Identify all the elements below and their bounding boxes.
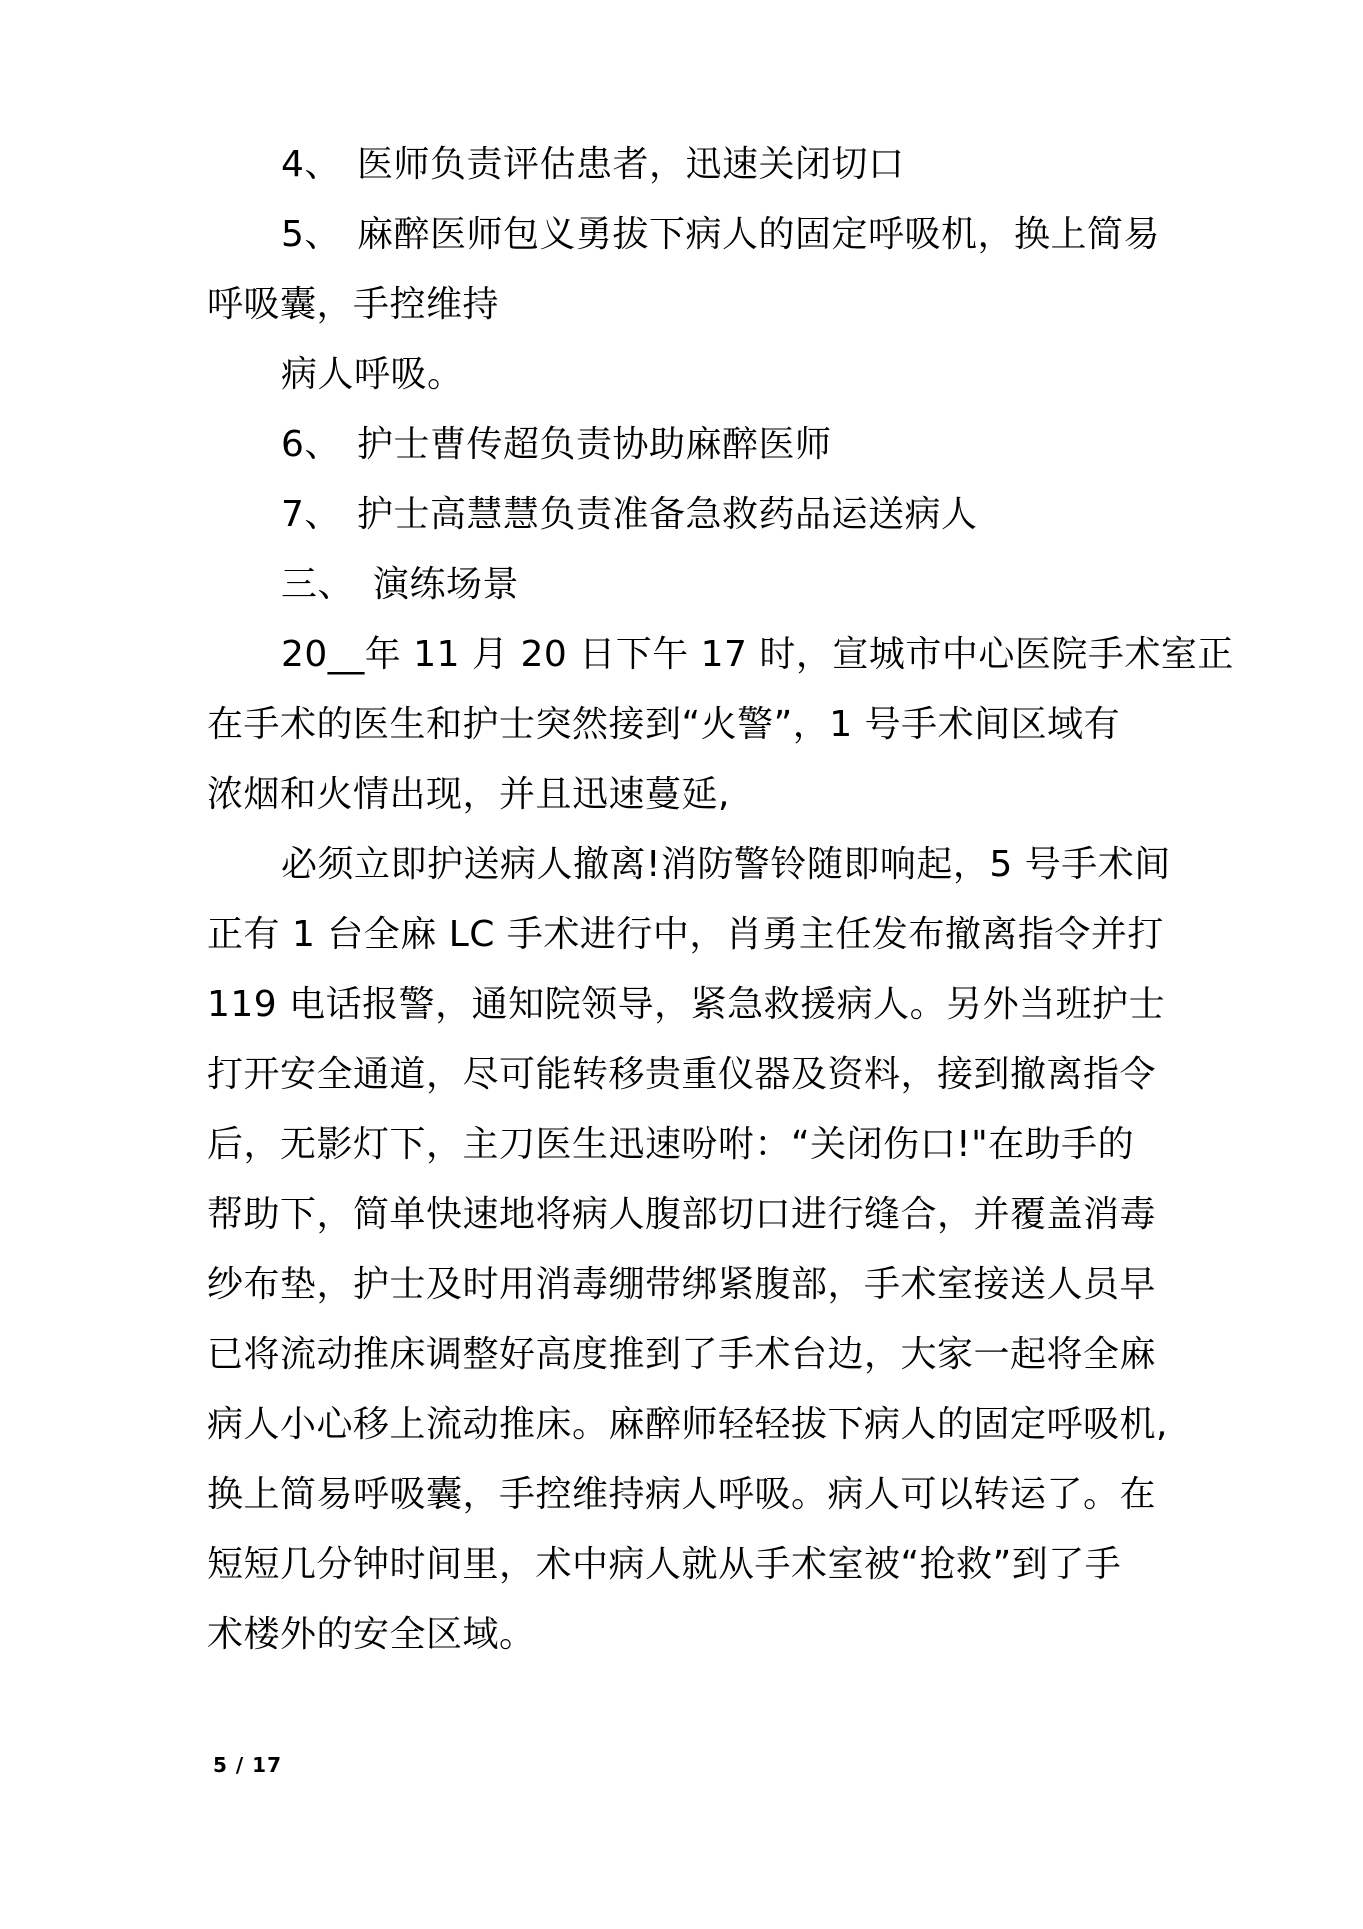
paragraph-2-line: 纱布垫，护士及时用消毒绷带绑紧腹部，手术室接送人员早: [207, 1264, 1157, 1305]
list-item-number: 4、: [281, 144, 341, 185]
paragraph-2-line: 已将流动推床调整好高度推到了手术台边，大家一起将全麻: [207, 1334, 1157, 1375]
page-indicator: 5 / 17: [213, 1753, 282, 1777]
list-item-5-tail: 病人呼吸。: [281, 354, 464, 395]
list-item-text: 护士高慧慧负责准备急救药品运送病人: [357, 494, 978, 535]
paragraph-2-line: 119 电话报警，通知院领导，紧急救援病人。另外当班护士: [207, 984, 1166, 1025]
paragraph-2-line: 换上简易呼吸囊，手控维持病人呼吸。病人可以转运了。在: [207, 1474, 1157, 1515]
paragraph-1-line: 浓烟和火情出现，并且迅速蔓延,: [207, 774, 730, 815]
section-number: 三、: [281, 564, 355, 605]
paragraph-2-line: 病人小心移上流动推床。麻醉师轻轻拔下病人的固定呼吸机,: [207, 1404, 1168, 1445]
list-item-text: 医师负责评估患者，迅速关闭切口: [357, 144, 905, 185]
paragraph-2-line: 后，无影灯下，主刀医生迅速吩咐：“关闭伤口!"在助手的: [207, 1124, 1135, 1165]
list-item-number: 5、: [281, 214, 341, 255]
paragraph-2-line: 正有 1 台全麻 LC 手术进行中，肖勇主任发布撤离指令并打: [207, 914, 1164, 955]
list-item-4: [281, 143, 905, 187]
list-item-6: [281, 423, 832, 467]
section-heading: [281, 563, 519, 607]
paragraph-2-line: 帮助下，简单快速地将病人腹部切口进行缝合，并覆盖消毒: [207, 1194, 1157, 1235]
list-item-number: 7、: [281, 494, 341, 535]
list-item-text: 护士曹传超负责协助麻醉医师: [357, 424, 832, 465]
list-item-5: [281, 213, 1160, 257]
paragraph-2-line: 短短几分钟时间里，术中病人就从手术室被“抢救”到了手: [207, 1544, 1122, 1585]
paragraph-1-line: 20__年 11 月 20 日下午 17 时，宣城市中心医院手术室正: [281, 634, 1234, 675]
list-item-5-continuation: 呼吸囊，手控维持: [207, 284, 500, 325]
paragraph-2-line: 必须立即护送病人撤离!消防警铃随即响起，5 号手术间: [281, 844, 1171, 885]
paragraph-1-line: 在手术的医生和护士突然接到“火警”，1 号手术间区域有: [207, 704, 1121, 745]
paragraph-2-line: 打开安全通道，尽可能转移贵重仪器及资料，接到撤离指令: [207, 1054, 1157, 1095]
list-item-number: 6、: [281, 424, 341, 465]
paragraph-2-line: 术楼外的安全区域。: [207, 1614, 536, 1655]
list-item-7: [281, 493, 978, 537]
list-item-text: 麻醉医师包义勇拔下病人的固定呼吸机，换上简易: [357, 214, 1161, 255]
section-title: 演练场景: [373, 564, 520, 605]
